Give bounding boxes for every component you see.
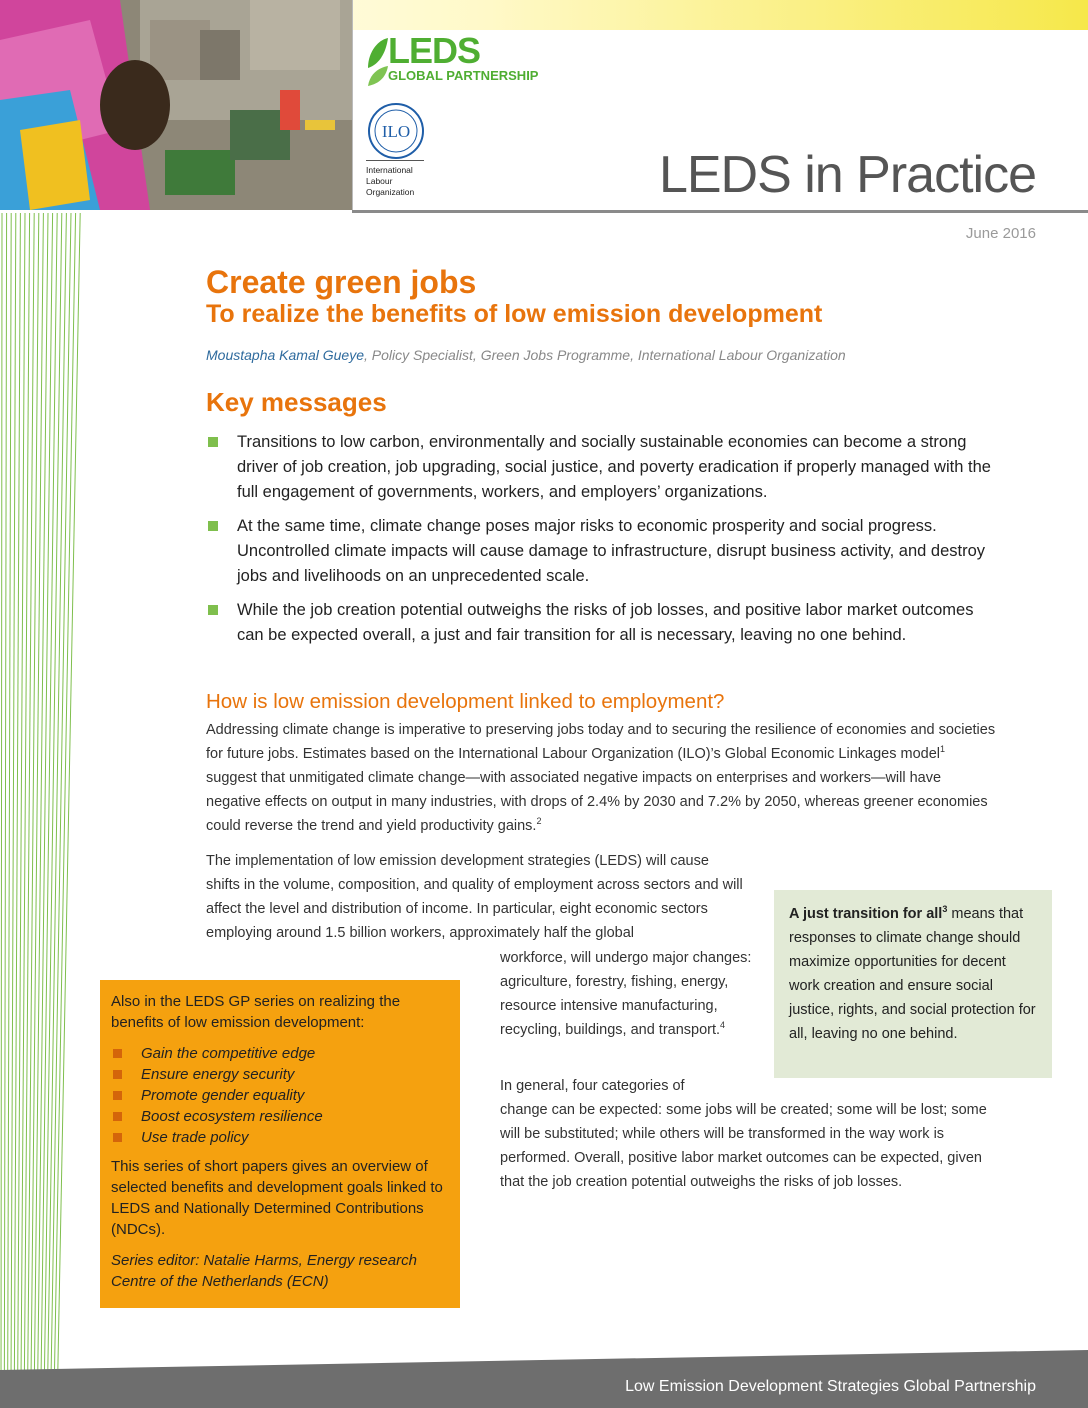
list-item	[111, 1064, 450, 1085]
list-item-text: While the job creation potential outweighs the risks of job losses, and positive labor market outcomes can be expected overall, a just and fair transition for all is necessary, leaving no one behind.	[237, 601, 974, 644]
ilo-rule	[366, 160, 424, 161]
header-divider	[352, 0, 353, 210]
list-item-text: At the same time, climate change poses major risks to economic prosperity and social progress. Uncontrolled climate impacts will cause damage to infrastructure, disrupt business activity, and destroy jobs and livelihoods on an unprecedented scale.	[237, 517, 986, 585]
bullet-square-icon	[208, 605, 218, 615]
leds-logo-sub: GLOBAL PARTNERSHIP	[388, 68, 539, 83]
section-heading: How is low emission development linked to employment?	[206, 690, 725, 713]
list-item-text: Transitions to low carbon, environmentally and socially sustainable economies can become a strong driver of job creation, job upgrading, social justice, and poverty eradication if properly managed with the full engagement of governments, workers, and employers’ organizations.	[237, 433, 991, 501]
decorative-line	[1, 213, 2, 1408]
decorative-lines	[0, 213, 90, 1408]
series-item: Ensure energy security	[141, 1066, 295, 1083]
list-item	[206, 430, 996, 505]
series-intro: Also in the LEDS GP series on realizing the benefits of low emission development:	[111, 993, 401, 1031]
publication-title: LEDS in Practice	[658, 146, 1036, 204]
bullet-square-icon	[113, 1049, 122, 1058]
photo-illustration	[0, 0, 352, 210]
series-list	[111, 1043, 450, 1148]
paragraph-1	[206, 718, 996, 838]
footnote-ref: 3	[942, 904, 948, 915]
bullet-square-icon	[208, 521, 218, 531]
header-photo	[0, 0, 352, 210]
series-description: This series of short papers gives an overview of selected benefits and development goals linked to LEDS and Nationally Determined Contributions (NDCs).	[111, 1158, 443, 1238]
footnote-ref: 1	[940, 744, 946, 755]
footnote-ref: 4	[720, 1020, 726, 1031]
article-title: Create green jobs	[206, 264, 477, 300]
bullet-square-icon	[113, 1133, 122, 1142]
list-item	[111, 1085, 450, 1106]
footer-text: Low Emission Development Strategies Global Partnership	[625, 1378, 1036, 1395]
author-line	[206, 347, 846, 363]
just-transition-callout	[774, 890, 1052, 1078]
callout-text: means that responses to climate change should maximize opportunities for decent work creation and ensure social justice, rights, and social protection for all, leaving no one behind.	[789, 906, 1036, 1042]
footnote-ref: 2	[536, 816, 542, 827]
decorative-line	[41, 213, 58, 1408]
series-editor: Series editor: Natalie Harms, Energy research Centre of the Netherlands (ECN)	[111, 1252, 417, 1290]
series-item: Use trade policy	[141, 1129, 249, 1146]
paragraph-text: suggest that unmitigated climate change—with associated negative impacts on enterprises and workers—will have negative effects on output in many industries, with drops of 2.4% by 2030 and 7.2% by 2050, whereas greener economies could reverse the trend and yield productivity gains.	[206, 770, 988, 834]
series-box	[100, 980, 460, 1308]
article-subtitle: To realize the benefits of low emission development	[206, 300, 823, 328]
list-item	[206, 514, 996, 589]
key-messages-heading: Key messages	[206, 387, 387, 417]
series-item: Promote gender equality	[141, 1087, 305, 1104]
bullet-square-icon	[113, 1091, 122, 1100]
paragraph-text: The implementation of low emission development strategies (LEDS) will cause shifts in the volume, composition, and quality of employment across sectors and will affect the level and distribution of income. In particular, eight economic sectors employing around 1.5 billion workers, approximately half the global	[206, 853, 743, 941]
decorative-line	[18, 213, 26, 1408]
author-role: , Policy Specialist, Green Jobs Programme, International Labour Organization	[363, 347, 846, 363]
paragraph-text: change can be expected: some jobs will be created; some will be lost; some will be substituted; while others will be transformed in the way work is performed. Overall, positive labor market outcomes can be expected, given that the job creation potential outweighs the risks of job losses.	[500, 1102, 987, 1190]
ilo-org-line: International	[366, 165, 413, 175]
decorative-line	[4, 213, 6, 1408]
series-item: Boost ecosystem resilience	[141, 1108, 323, 1125]
list-item	[111, 1106, 450, 1127]
leaf-icon	[366, 34, 390, 88]
decorative-line	[44, 213, 62, 1408]
bullet-square-icon	[113, 1112, 122, 1121]
ilo-org-line: Labour	[366, 176, 393, 186]
list-item	[111, 1127, 450, 1148]
bullet-square-icon	[208, 437, 218, 447]
ilo-logo-text: ILO	[381, 122, 411, 141]
paragraph-text: Addressing climate change is imperative to preserving jobs today and to securing the resilience of economies and societies for future jobs. Estimates based on the International Labour Organization (ILO)’s Global Economic Linkages model	[206, 722, 996, 762]
ilo-org-line: Organization	[366, 187, 415, 197]
decorative-line	[8, 213, 12, 1408]
paragraph-text: workforce, will undergo major changes: agriculture, forestry, fishing, energy, resource intensive manufacturing, recycling, buildings, and transport.	[500, 950, 752, 1038]
ilo-org-name	[366, 165, 414, 198]
publication-date: June 2016	[965, 225, 1036, 242]
paragraph-2-continued	[500, 946, 770, 1042]
key-messages-list	[206, 430, 996, 657]
list-item	[206, 598, 996, 648]
paragraph-text: In general, four categories of	[500, 1078, 685, 1094]
callout-bold: A just transition for all	[789, 906, 943, 922]
author-name: Moustapha Kamal Gueye	[206, 347, 364, 363]
ilo-globe-icon	[366, 102, 426, 160]
leds-logo: LEDS	[388, 30, 481, 71]
paragraph-3	[500, 1074, 1000, 1194]
series-item: Gain the competitive edge	[141, 1045, 316, 1062]
paragraph-2	[206, 849, 746, 945]
bullet-square-icon	[113, 1070, 122, 1079]
list-item	[111, 1043, 450, 1064]
header-rule	[352, 210, 1088, 213]
